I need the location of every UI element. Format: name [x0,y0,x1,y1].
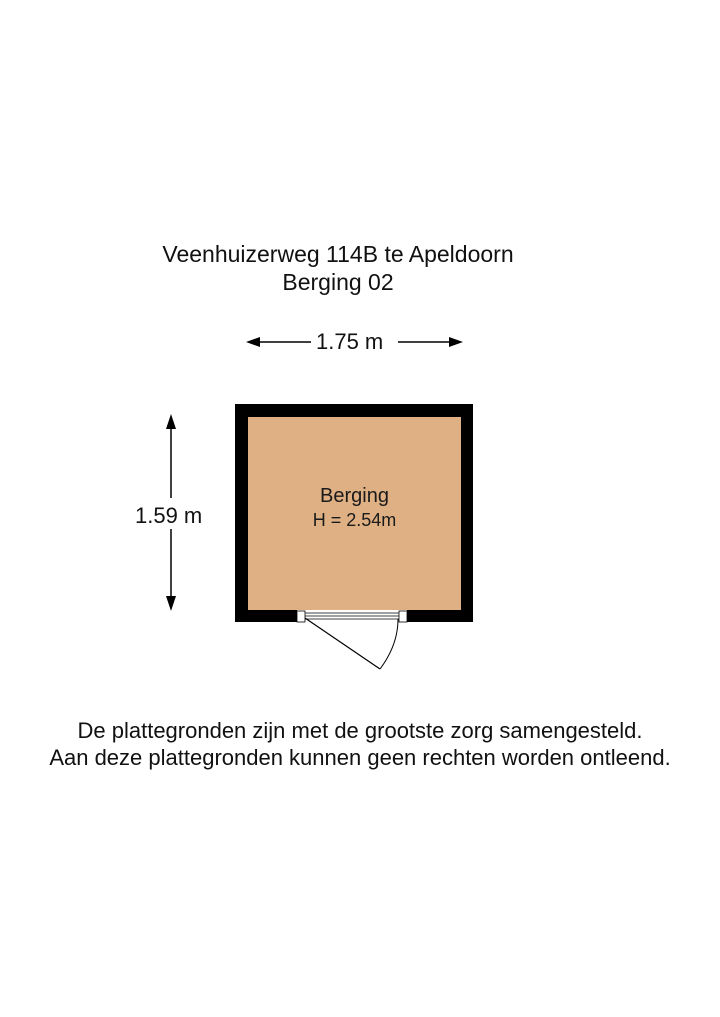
floor-subtitle: Berging 02 [282,269,394,295]
room-height-label: H = 2.54m [312,510,397,530]
door-swing-icon [297,610,407,669]
width-dimension-label: 1.75 m [316,329,384,354]
disclaimer-line-2: Aan deze plattegronden kunnen geen rechten worden ontleend. [49,745,671,770]
height-dimension-label: 1.59 m [135,503,203,528]
disclaimer-line-1: De plattegronden zijn met de grootste zorg samengesteld. [77,718,643,743]
room-name-label: Berging [320,485,389,507]
address-title: Veenhuizerweg 114B te Apeldoorn [162,241,514,267]
